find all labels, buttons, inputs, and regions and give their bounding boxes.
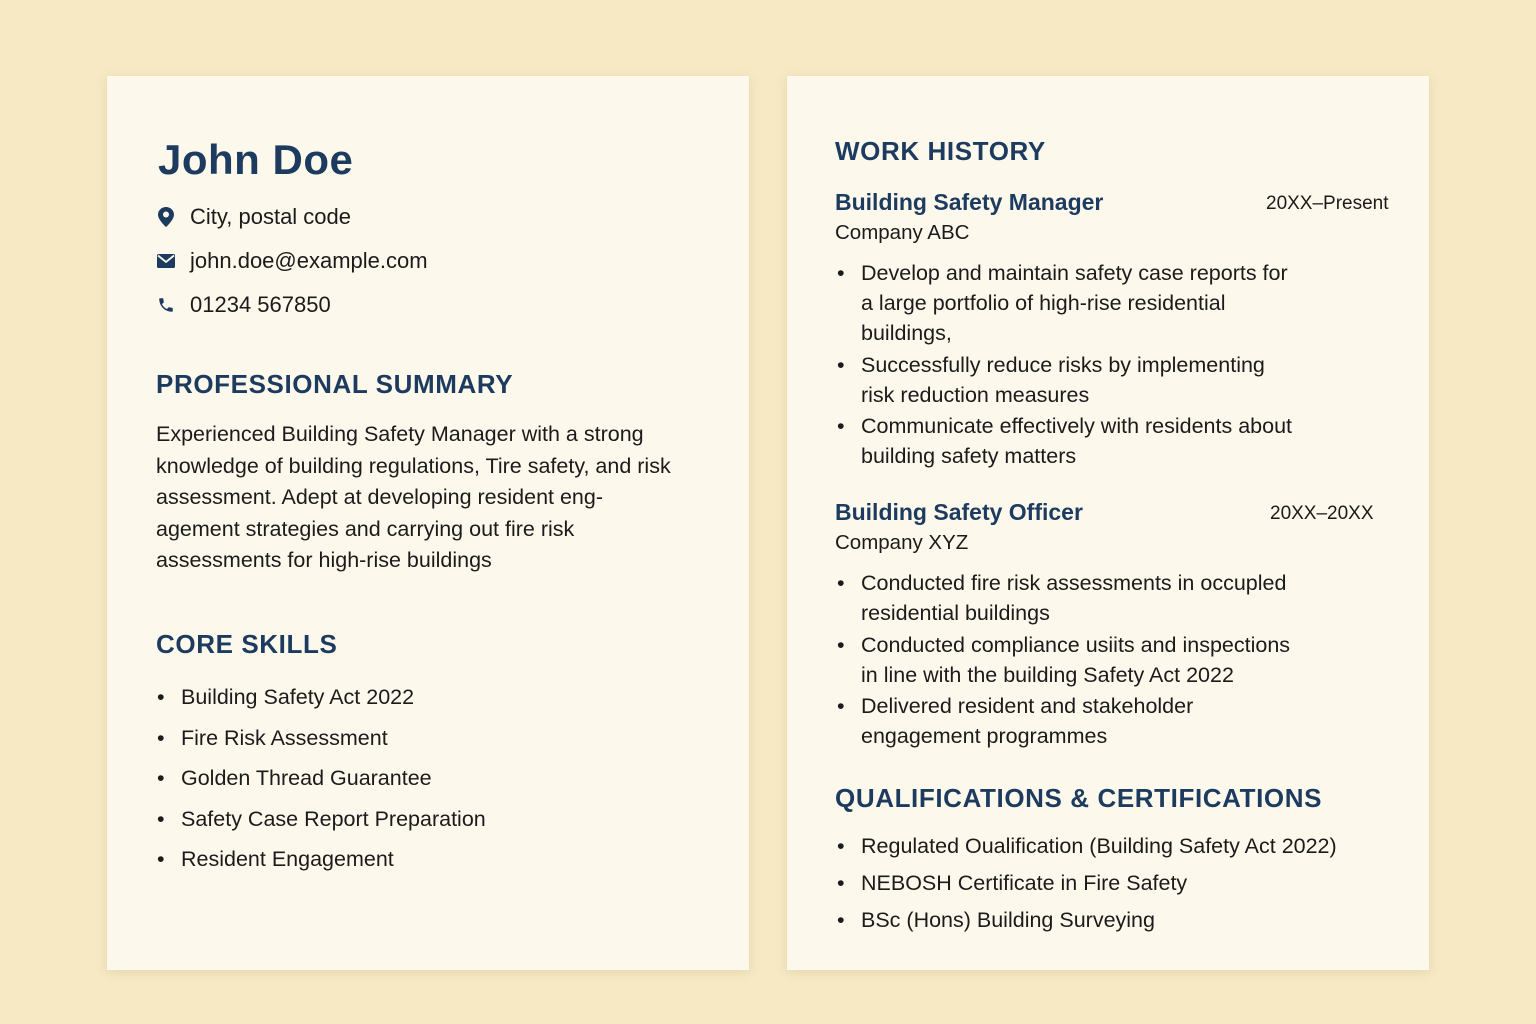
skills-heading: CORE SKILLS — [156, 629, 338, 659]
job-title: Building Safety Manager — [835, 189, 1104, 215]
job-bullets — [861, 258, 1301, 473]
contact-location — [157, 204, 351, 230]
list-item: • Fire Risk Assessment — [181, 723, 486, 764]
location-pin-icon — [157, 207, 175, 227]
qualifications-list — [861, 831, 1337, 942]
list-item: • Develop and maintain safety case reports for a large portfolio of high-rise residential buildings, — [861, 258, 1301, 348]
list-item: • BSc (Hons) Building Surveying — [861, 905, 1337, 942]
list-item: • Building Safety Act 2022 — [181, 682, 486, 723]
phone-icon — [157, 295, 175, 315]
job-title: Building Safety Officer — [835, 499, 1083, 525]
phone-text: 01234 567850 — [190, 292, 331, 317]
list-item: • Regulated Oualification (Building Safety Act 2022) — [861, 831, 1337, 868]
work-history-heading: WORK HISTORY — [835, 136, 1046, 166]
qualifications-heading: QUALIFICATIONS & CERTIFICATIONS — [835, 783, 1323, 813]
list-item: • NEBOSH Certificate in Fire Safety — [861, 868, 1337, 905]
envelope-icon — [157, 251, 175, 271]
company-name: Company XYZ — [835, 531, 969, 554]
list-item: • Resident Engagement — [181, 844, 486, 885]
list-item: • Conducted fire risk assessments in occupled residential buildings — [861, 568, 1301, 628]
candidate-name: John Doe — [158, 136, 354, 183]
contact-email — [157, 248, 428, 274]
job-dates: 20XX–Present — [1266, 193, 1389, 214]
email-text[interactable]: john.doe@example.com — [190, 248, 428, 273]
list-item: • Delivered resident and stakeholder engagement programmes — [861, 691, 1301, 751]
job-bullets — [861, 568, 1301, 753]
list-item: • Communicate effectively with residents about building safety matters — [861, 411, 1301, 471]
list-item: • Successfully reduce risks by implementing risk reduction measures — [861, 350, 1301, 410]
list-item: • Golden Thread Guarantee — [181, 763, 486, 804]
resume-page-left — [107, 76, 749, 970]
company-name: Company ABC — [835, 221, 970, 244]
list-item: • Conducted compliance usiits and inspections in line with the building Safety Act 2022 — [861, 630, 1301, 690]
list-item: • Safety Case Report Preparation — [181, 804, 486, 845]
contact-phone — [157, 292, 331, 318]
resume-page-right — [787, 76, 1429, 970]
summary-text: Experienced Building Safety Manager with a strong knowledge of building regulations, Tire safety, and risk assessment. Adept at developing resident eng-agement strategies and carrying out fire risk assessments for high-rise buildings — [156, 422, 671, 572]
skills-list — [181, 682, 486, 885]
summary-heading: PROFESSIONAL SUMMARY — [156, 369, 514, 399]
location-text: City, postal code — [190, 204, 352, 229]
job-dates: 20XX–20XX — [1270, 503, 1374, 524]
